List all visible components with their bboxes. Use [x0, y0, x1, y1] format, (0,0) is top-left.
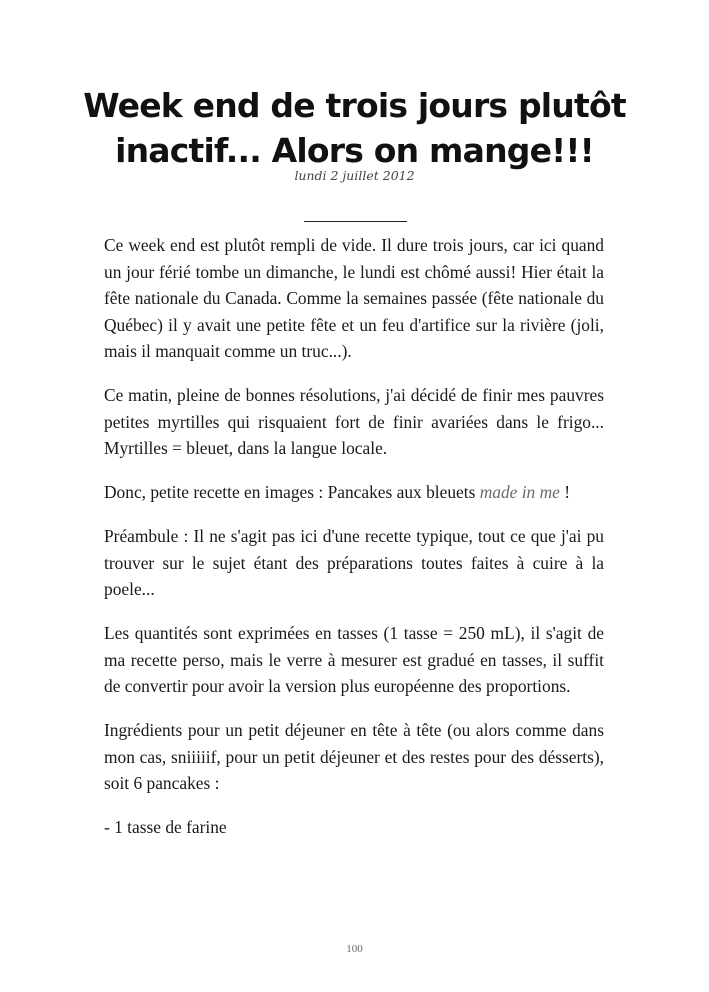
post-body: [104, 232, 604, 858]
paragraph: Préambule : Il ne s'agit pas ici d'une recette typique, tout ce que j'ai pu trouver sur le sujet étant des préparations toutes faites à cuire à la poele...: [104, 526, 604, 599]
page-number: 100: [346, 943, 363, 955]
ingredient-line: - 1 tasse de farine: [104, 817, 227, 837]
paragraph-text: Donc, petite recette en images : Pancakes aux bleuets: [104, 482, 480, 502]
paragraph: Ce matin, pleine de bonnes résolutions, j'ai décidé de finir mes pauvres petites myrtilles qui risquaient fort de finir avariées dans le frigo... Myrtilles = bleuet, dans la langue locale.: [104, 385, 604, 458]
post-title: Week end de trois jours plutôt inactif... Alors on mange!!!: [83, 86, 626, 170]
paragraph: Ce week end est plutôt rempli de vide. Il dure trois jours, car ici quand un jour férié tombe un dimanche, le lundi est chômé aussi! Hier était la fête nationale du Canada. Comme la semaines passée (fête nationale du Québec) il y avait une petite fête et un feu d'artifice sur la rivière (joli, mais il manquait comme un truc...).: [104, 235, 604, 361]
paragraph: Ingrédients pour un petit déjeuner en tête à tête (ou alors comme dans mon cas, sniiiiif, pour un petit déjeuner et des restes pour des désserts), soit 6 pancakes :: [104, 720, 604, 793]
emphasis-text: made in me: [479, 482, 560, 502]
post-date: lundi 2 juillet 2012: [294, 168, 415, 183]
title-divider: [304, 221, 407, 222]
paragraph: Les quantités sont exprimées en tasses (1 tasse = 250 mL), il s'agit de ma recette perso, mais le verre à mesurer est gradué en tasses, il suffit de convertir pour avoir la version plus européenne des proportions.: [104, 623, 604, 696]
paragraph: [104, 479, 604, 506]
paragraph-text: !: [559, 482, 570, 502]
